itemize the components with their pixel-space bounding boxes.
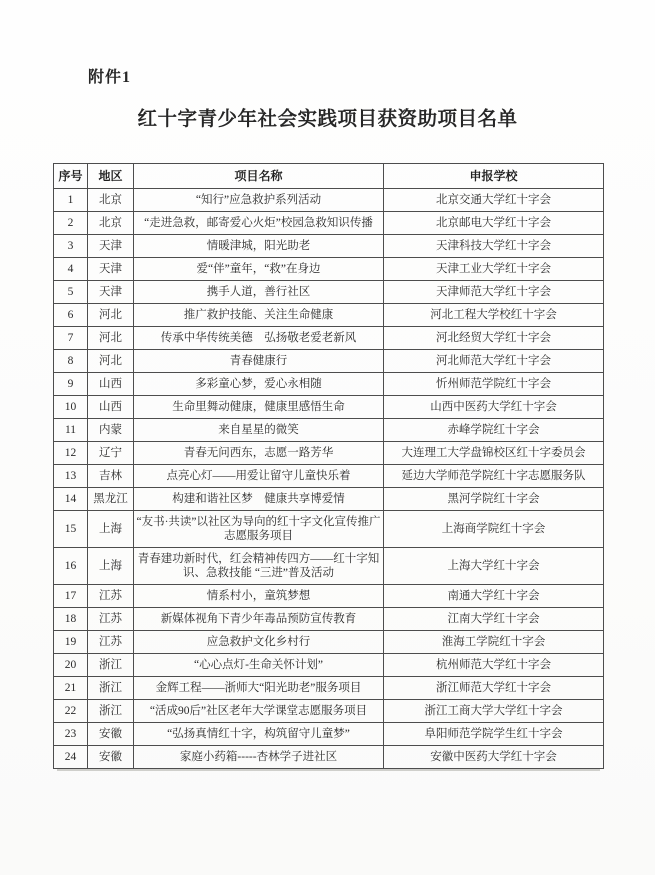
cell-project-name: 应急救护文化乡村行 (134, 631, 384, 654)
cell-school: 河北经贸大学红十字会 (384, 327, 604, 350)
cell-serial-number: 7 (54, 327, 88, 350)
cell-region: 天津 (88, 258, 134, 281)
cell-serial-number: 18 (54, 608, 88, 631)
cell-serial-number: 14 (54, 488, 88, 511)
cell-project-name: 生命里舞动健康，健康里感悟生命 (134, 396, 384, 419)
cell-project-name: 青春建功新时代，红会精神传四方——红十字知识、急救技能 “三进”普及活动 (134, 548, 384, 585)
cell-region: 山西 (88, 396, 134, 419)
cell-project-name: 多彩童心梦，爱心永相随 (134, 373, 384, 396)
table-row (54, 258, 604, 281)
cell-serial-number: 3 (54, 235, 88, 258)
cell-project-name: 推广救护技能、关注生命健康 (134, 304, 384, 327)
cell-region: 浙江 (88, 677, 134, 700)
table-row (54, 212, 604, 235)
cell-project-name: “友书·共读”以社区为导向的红十字文化宣传推广志愿服务项目 (134, 511, 384, 548)
cell-region: 北京 (88, 212, 134, 235)
cell-school: 上海大学红十字会 (384, 548, 604, 585)
cell-project-name: 家庭小药箱-----杏林学子进社区 (134, 746, 384, 769)
cell-school: 杭州师范大学红十字会 (384, 654, 604, 677)
header-school: 申报学校 (384, 164, 604, 189)
cell-project-name: 青春健康行 (134, 350, 384, 373)
cell-region: 黑龙江 (88, 488, 134, 511)
cell-serial-number: 11 (54, 419, 88, 442)
cell-school: 南通大学红十字会 (384, 585, 604, 608)
cell-project-name: 点亮心灯——用爱让留守儿童快乐着 (134, 465, 384, 488)
table-row (54, 189, 604, 212)
table-row (54, 396, 604, 419)
cell-region: 浙江 (88, 700, 134, 723)
cell-serial-number: 8 (54, 350, 88, 373)
table-row (54, 700, 604, 723)
cell-school: 山西中医药大学红十字会 (384, 396, 604, 419)
cell-region: 天津 (88, 281, 134, 304)
header-region: 地区 (88, 164, 134, 189)
cell-region: 江苏 (88, 631, 134, 654)
cell-serial-number: 10 (54, 396, 88, 419)
table-row (54, 235, 604, 258)
header-project: 项目名称 (134, 164, 384, 189)
table-header (54, 164, 604, 189)
cell-serial-number: 1 (54, 189, 88, 212)
cell-project-name: “心心点灯-生命关怀计划” (134, 654, 384, 677)
cell-region: 安徽 (88, 723, 134, 746)
projects-table (53, 163, 604, 769)
cell-project-name: “活成90后”社区老年大学课堂志愿服务项目 (134, 700, 384, 723)
table-row (54, 548, 604, 585)
cell-serial-number: 17 (54, 585, 88, 608)
cell-project-name: 新媒体视角下青少年毒品预防宣传教育 (134, 608, 384, 631)
cell-region: 北京 (88, 189, 134, 212)
cell-region: 安徽 (88, 746, 134, 769)
cell-school: 赤峰学院红十字会 (384, 419, 604, 442)
cell-serial-number: 9 (54, 373, 88, 396)
cell-region: 辽宁 (88, 442, 134, 465)
cell-serial-number: 22 (54, 700, 88, 723)
cell-project-name: 爱“伴”童年，“救”在身边 (134, 258, 384, 281)
table-header-row (54, 164, 604, 189)
table-row (54, 304, 604, 327)
cell-serial-number: 13 (54, 465, 88, 488)
cell-school: 淮海工学院红十字会 (384, 631, 604, 654)
table-row (54, 677, 604, 700)
cell-school: 大连理工大学盘锦校区红十字委员会 (384, 442, 604, 465)
cell-region: 上海 (88, 548, 134, 585)
cell-project-name: 来自星星的微笑 (134, 419, 384, 442)
cell-serial-number: 23 (54, 723, 88, 746)
cell-region: 浙江 (88, 654, 134, 677)
table-row (54, 654, 604, 677)
cell-region: 天津 (88, 235, 134, 258)
table-row (54, 488, 604, 511)
cell-school: 河北工程大学校红十字会 (384, 304, 604, 327)
cell-school: 黑河学院红十字会 (384, 488, 604, 511)
table-row (54, 373, 604, 396)
table-row (54, 608, 604, 631)
cell-serial-number: 15 (54, 511, 88, 548)
cell-project-name: 金辉工程——浙师大“阳光助老”服务项目 (134, 677, 384, 700)
cell-project-name: “弘扬真情红十字，构筑留守儿童梦” (134, 723, 384, 746)
cell-school: 天津工业大学红十字会 (384, 258, 604, 281)
table-row (54, 585, 604, 608)
cell-school: 忻州师范学院红十字会 (384, 373, 604, 396)
cell-project-name: 青春无问西东，志愿一路芳华 (134, 442, 384, 465)
cell-school: 天津师范大学红十字会 (384, 281, 604, 304)
cell-region: 上海 (88, 511, 134, 548)
attachment-label: 附件1 (88, 69, 132, 86)
cell-region: 河北 (88, 327, 134, 350)
cell-serial-number: 16 (54, 548, 88, 585)
cell-school: 江南大学红十字会 (384, 608, 604, 631)
cell-serial-number: 6 (54, 304, 88, 327)
cell-project-name: 构建和谐社区梦 健康共享博爱情 (134, 488, 384, 511)
cell-serial-number: 2 (54, 212, 88, 235)
table-row (54, 281, 604, 304)
cell-project-name: “知行”应急救护系列活动 (134, 189, 384, 212)
cell-serial-number: 5 (54, 281, 88, 304)
table-body (54, 189, 604, 769)
cell-project-name: 情暖津城，阳光助老 (134, 235, 384, 258)
cell-school: 阜阳师范学院学生红十字会 (384, 723, 604, 746)
cell-region: 山西 (88, 373, 134, 396)
cell-school: 北京邮电大学红十字会 (384, 212, 604, 235)
table-row (54, 419, 604, 442)
cell-serial-number: 20 (54, 654, 88, 677)
cell-project-name: 携手人道，善行社区 (134, 281, 384, 304)
cell-school: 安徽中医药大学红十字会 (384, 746, 604, 769)
table-row (54, 631, 604, 654)
cell-serial-number: 24 (54, 746, 88, 769)
cell-serial-number: 12 (54, 442, 88, 465)
cell-region: 吉林 (88, 465, 134, 488)
cell-serial-number: 21 (54, 677, 88, 700)
cell-region: 江苏 (88, 585, 134, 608)
cell-school: 北京交通大学红十字会 (384, 189, 604, 212)
cell-school: 浙江师范大学红十字会 (384, 677, 604, 700)
table-row (54, 511, 604, 548)
cell-school: 延边大学师范学院红十字志愿服务队 (384, 465, 604, 488)
cell-region: 河北 (88, 350, 134, 373)
table-row (54, 723, 604, 746)
cell-serial-number: 19 (54, 631, 88, 654)
table-row (54, 350, 604, 373)
cell-serial-number: 4 (54, 258, 88, 281)
cell-region: 内蒙 (88, 419, 134, 442)
table-row (54, 327, 604, 350)
cell-project-name: “走进急救，邮寄爱心火炬”校园急救知识传播 (134, 212, 384, 235)
page-title: 红十字青少年社会实践项目获资助项目名单 (137, 109, 518, 130)
cell-school: 浙江工商大学大学红十字会 (384, 700, 604, 723)
cell-project-name: 情系村小，童筑梦想 (134, 585, 384, 608)
cell-region: 河北 (88, 304, 134, 327)
cell-school: 河北师范大学红十字会 (384, 350, 604, 373)
cell-school: 天津科技大学红十字会 (384, 235, 604, 258)
cell-school: 上海商学院红十字会 (384, 511, 604, 548)
header-no: 序号 (54, 164, 88, 189)
table-row (54, 465, 604, 488)
cell-region: 江苏 (88, 608, 134, 631)
table-row (54, 442, 604, 465)
table-row (54, 746, 604, 769)
cell-project-name: 传承中华传统美德 弘扬敬老爱老新风 (134, 327, 384, 350)
